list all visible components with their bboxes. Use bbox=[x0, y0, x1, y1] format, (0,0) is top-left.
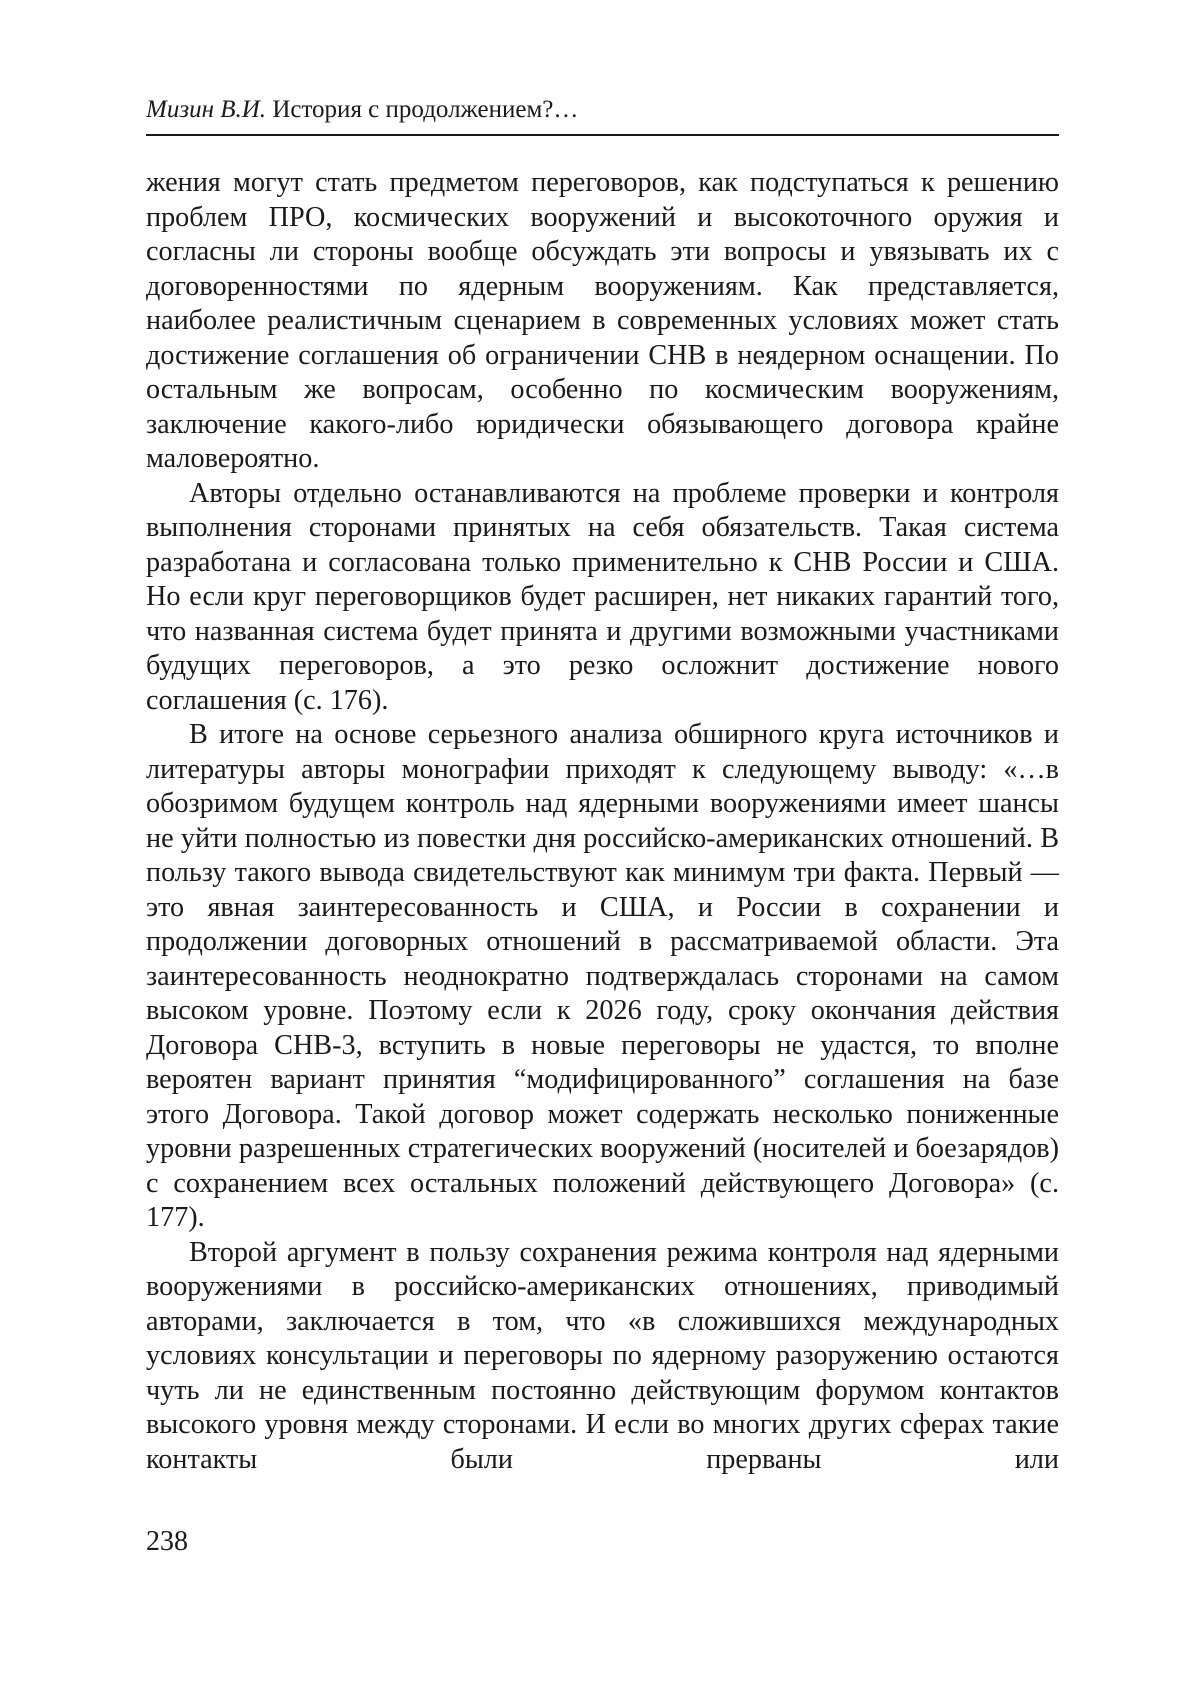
running-head bbox=[146, 90, 1059, 136]
paragraph-1: жения могут стать предметом переговоров, как подступаться к решению проблем ПРО, космических вооружений и высокоточного оружия и согласны ли стороны вообще обсуждать эти вопросы и увязывать их с договоренностями по ядерным вооружениям. Как представляется, наиболее реалистичным сценарием в современных условиях может стать достижение соглашения об ограничении СНВ в неядерном оснащении. По остальным же вопросам, особенно по космическим вооружениям, заключение какого-либо юридически обязывающего договора крайне маловероятно. bbox=[146, 167, 1059, 474]
body-text bbox=[146, 166, 1059, 1477]
page bbox=[146, 90, 1059, 1477]
paragraph-2: Авторы отдельно останавливаются на проблеме проверки и контроля выполнения сторонами принятых на себя обязательств. Такая система разработана и согласована только применительно к СНВ России и США. Но если круг переговорщиков будет расширен, нет никаких гарантий того, что названная система будет принята и другими возможными участниками будущих переговоров, а это резко осложнит достижение нового соглашения (с. 176). bbox=[146, 477, 1059, 716]
paragraph-3: В итоге на основе серьезного анализа обширного круга источников и литературы авторы монографии приходят к следующему выводу: «…в обозримом будущем контроль над ядерными вооружениями имеет шансы не уйти полностью из повестки дня российско-американских отношений. В пользу такого вывода свидетельствуют как минимум три факта. Первый — это явная заинтересованность и США, и России в сохранении и продолжении договорных отношений в рассматриваемой области. Эта заинтересованность неоднократно подтверждалась сторонами на самом высоком уровне. Поэтому если к 2026 году, сроку окончания действия Договора СНВ-3, вступить в новые переговоры не удастся, то вполне вероятен вариант принятия “модифицированного” соглашения на базе этого Договора. Такой договор может содержать несколько пониженные уровни разрешенных стратегических вооружений (носителей и боезарядов) с сохранением всех остальных положений действующего Договора» (с. 177). bbox=[146, 719, 1059, 1233]
page-number: 238 bbox=[146, 1526, 188, 1557]
paragraph-4: Второй аргумент в пользу сохранения режима контроля над ядерными вооружениями в российско-американских отношениях, приводимый авторами, заключается в том, что «в сложившихся международных условиях консультации и переговоры по ядерному разоружению остаются чуть ли не единственным постоянно действующим форумом контактов высокого уровня между сторонами. И если во многих других сферах такие контакты были прерваны или bbox=[146, 1236, 1059, 1475]
running-head-title: История с продолжением?… bbox=[272, 96, 579, 123]
running-head-author: Мизин В.И. bbox=[146, 96, 267, 123]
